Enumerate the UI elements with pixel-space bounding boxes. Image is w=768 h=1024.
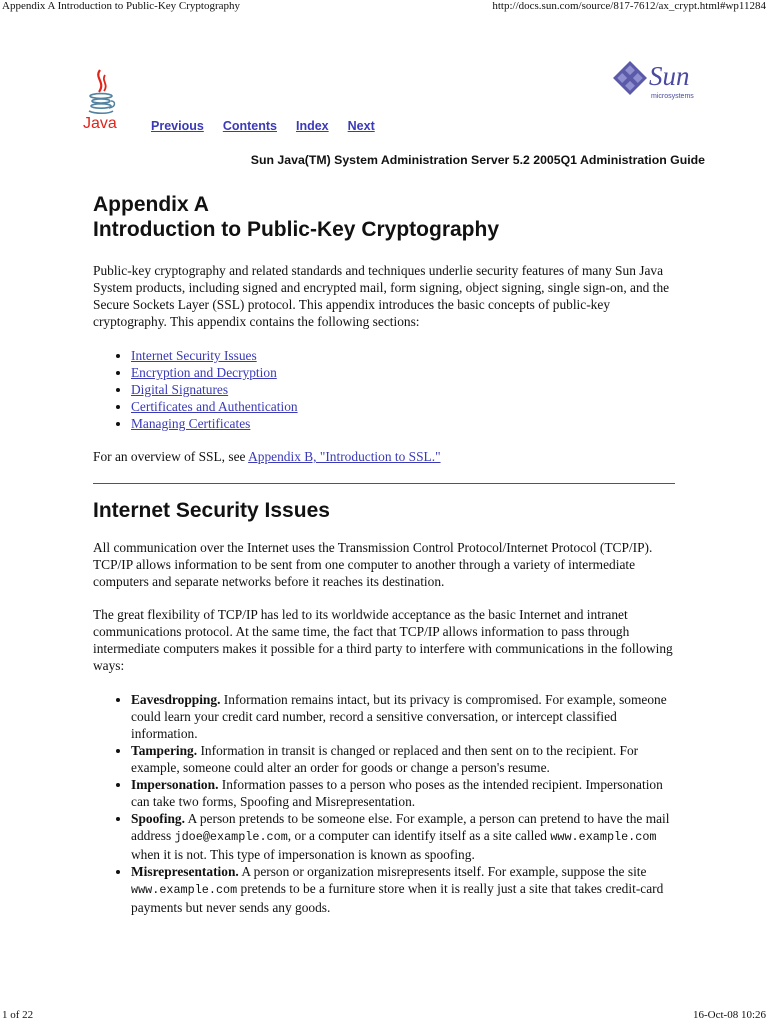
threat-term: Spoofing. xyxy=(131,811,185,826)
list-item xyxy=(131,347,675,364)
guide-title: Sun Java(TM) System Administration Server 5.2 2005Q1 Administration Guide xyxy=(250,153,705,167)
threat-term: Tampering. xyxy=(131,743,198,758)
list-item xyxy=(131,742,675,776)
threat-description: A person or organization misrepresents itself. For example, suppose the site xyxy=(238,864,647,879)
list-item xyxy=(131,863,675,916)
previous-link[interactable]: Previous xyxy=(151,119,204,133)
threat-list xyxy=(93,691,675,916)
sun-logo xyxy=(612,60,707,102)
threat-term: Misrepresentation. xyxy=(131,864,239,879)
appendix-label: Appendix A xyxy=(93,193,209,216)
threat-description: Information passes to a person who poses as the intended recipient. Impersonation can take two forms, Spoofing and Misrepresentation. xyxy=(131,777,663,809)
appendix-title: Introduction to Public-Key Cryptography xyxy=(93,218,500,241)
next-link[interactable]: Next xyxy=(347,119,375,133)
threat-term: Impersonation. xyxy=(131,777,219,792)
appendix-heading xyxy=(93,192,675,242)
threat-description: A person pretends to be someone else. For example, a person can pretend to have the mail address xyxy=(131,811,670,843)
list-item xyxy=(131,398,675,415)
overview-paragraph xyxy=(93,448,675,465)
page-count: 1 of 22 xyxy=(2,1009,34,1021)
list-item xyxy=(131,810,675,863)
sun-logo-text: Sun xyxy=(649,61,690,91)
section-link[interactable]: Certificates and Authentication xyxy=(131,399,298,414)
section-link[interactable]: Encryption and Decryption xyxy=(131,365,277,380)
threat-description: Information remains intact, but its privacy is compromised. For example, someone could learn your credit card number, record a sensitive conversation, or intercept classified information. xyxy=(131,692,667,741)
code-text: jdoe@example.com xyxy=(174,830,288,844)
list-item xyxy=(131,776,675,810)
java-logo-text: Java xyxy=(83,115,117,132)
section-link[interactable]: Managing Certificates xyxy=(131,416,251,431)
ssl-appendix-link[interactable]: Appendix B, "Introduction to SSL." xyxy=(248,449,441,464)
code-text: www.example.com xyxy=(131,883,238,897)
threat-description: Information in transit is changed or replaced and then sent on to the recipient. For example, someone could alter an order for goods or change a person's resume. xyxy=(131,743,639,775)
code-text: www.example.com xyxy=(550,830,657,844)
browser-page-title: Appendix A Introduction to Public-Key Cryptography xyxy=(2,0,240,12)
tcpip-paragraph: All communication over the Internet uses the Transmission Control Protocol/Internet Protocol (TCP/IP). TCP/IP allows information to be sent from one computer to another through a variety of intermediate computers and separate networks before it reaches its destination. xyxy=(93,540,653,589)
threat-description: , or a computer can identify itself as a site called xyxy=(287,828,551,843)
index-link[interactable]: Index xyxy=(295,119,329,133)
java-logo xyxy=(82,68,122,132)
browser-url: http://docs.sun.com/source/817-7612/ax_crypt.html#wp11284 xyxy=(492,0,766,12)
threat-description: pretends to be a furniture store when it is really just a site that takes credit-card payments but never sends any goods. xyxy=(131,881,664,915)
flexibility-paragraph: The great flexibility of TCP/IP has led to its worldwide acceptance as the basic Internet and intranet communications protocol. At the same time, the fact that TCP/IP allows information to pass through intermediate computers makes it possible for a third party to interfere with communications in the following ways: xyxy=(93,607,673,673)
section-list xyxy=(93,347,675,432)
section-link[interactable]: Digital Signatures xyxy=(131,382,229,397)
list-item xyxy=(131,381,675,398)
section-link[interactable]: Internet Security Issues xyxy=(131,348,257,363)
section-heading: Internet Security Issues xyxy=(93,499,330,522)
list-item xyxy=(131,415,675,432)
overview-text: For an overview of SSL, see xyxy=(93,449,249,464)
doc-navigation xyxy=(151,119,394,133)
list-item xyxy=(131,691,675,742)
main-content xyxy=(93,192,675,916)
print-datetime: 16-Oct-08 10:26 xyxy=(692,1009,766,1021)
threat-term: Eavesdropping. xyxy=(131,692,221,707)
section-divider xyxy=(93,483,675,484)
sun-logo-subtext: microsystems xyxy=(651,93,694,100)
contents-link[interactable]: Contents xyxy=(222,119,277,133)
list-item xyxy=(131,364,675,381)
intro-paragraph: Public-key cryptography and related standards and techniques underlie security features of many Sun Java System products, including signed and encrypted mail, form signing, object signing, single sign-on, and the Secure Sockets Layer (SSL) protocol. This appendix introduces the basic concepts of public-key cryptography. This appendix contains the following sections: xyxy=(93,263,670,329)
threat-description: when it is not. This type of impersonation is known as spoofing. xyxy=(131,847,475,862)
